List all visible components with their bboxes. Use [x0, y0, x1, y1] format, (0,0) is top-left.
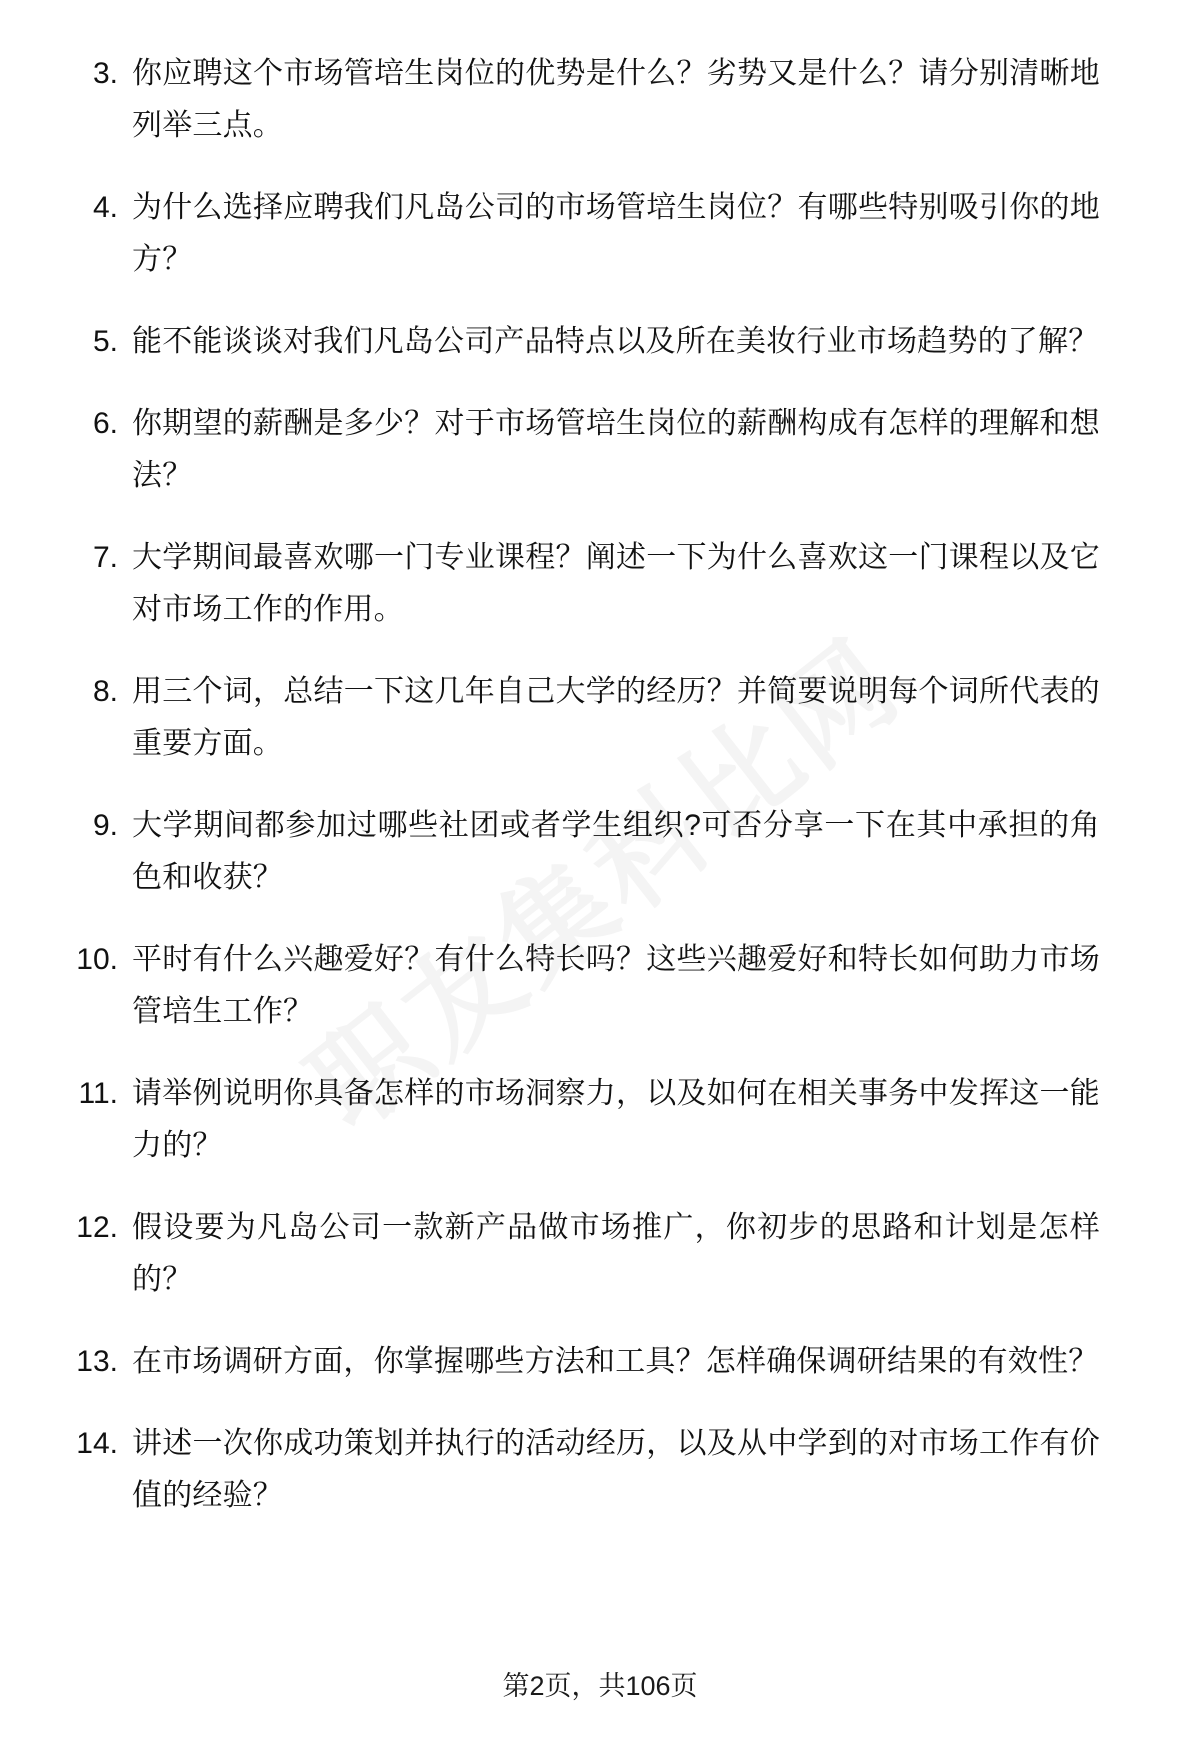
- list-item-number: 9.: [92, 809, 118, 842]
- list-item: [60, 316, 1100, 368]
- list-item: [60, 398, 1100, 502]
- list-item: [60, 532, 1100, 636]
- list-item: [60, 1418, 1100, 1522]
- list-item-text: 请举例说明你具备怎样的市场洞察力，以及如何在相关事务中发挥这一能力的？: [132, 1077, 1100, 1162]
- list-item-text: 在市场调研方面，你掌握哪些方法和工具？怎样确保调研结果的有效性？: [132, 1345, 1099, 1378]
- list-item-number: 4.: [92, 191, 118, 224]
- list-item: [60, 1068, 1100, 1172]
- list-item-number: 14.: [76, 1427, 118, 1460]
- list-item-text: 讲述一次你成功策划并执行的活动经历，以及从中学到的对市场工作有价值的经验？: [132, 1427, 1100, 1512]
- list-item-number: 8.: [92, 675, 118, 708]
- list-item-text: 大学期间最喜欢哪一门专业课程？阐述一下为什么喜欢这一门课程以及它对市场工作的作用。: [132, 541, 1100, 626]
- list-item-text: 为什么选择应聘我们凡岛公司的市场管培生岗位？有哪些特别吸引你的地方？: [132, 191, 1100, 276]
- list-item-text: 能不能谈谈对我们凡岛公司产品特点以及所在美妆行业市场趋势的了解？: [132, 325, 1099, 358]
- list-item-text: 你应聘这个市场管培生岗位的优势是什么？劣势又是什么？请分别清晰地列举三点。: [132, 57, 1100, 142]
- list-item-number: 10.: [76, 943, 118, 976]
- list-item-text: 你期望的薪酬是多少？对于市场管培生岗位的薪酬构成有怎样的理解和想法？: [132, 407, 1100, 492]
- list-item-text: 假设要为凡岛公司一款新产品做市场推广，你初步的思路和计划是怎样的？: [132, 1211, 1100, 1296]
- list-item: [60, 1336, 1100, 1388]
- list-item: [60, 182, 1100, 286]
- list-item-text: 用三个词，总结一下这几年自己大学的经历？并简要说明每个词所代表的重要方面。: [132, 675, 1100, 760]
- list-item-number: 5.: [92, 325, 118, 358]
- page-footer: 第2页，共106页: [502, 1671, 698, 1701]
- list-item: [60, 48, 1100, 152]
- list-item: [60, 800, 1100, 904]
- question-list: [60, 48, 1100, 1522]
- list-item-number: 12.: [76, 1211, 118, 1244]
- list-item-number: 3.: [92, 57, 118, 90]
- list-item-number: 7.: [92, 541, 118, 574]
- list-item-text: 平时有什么兴趣爱好？有什么特长吗？这些兴趣爱好和特长如何助力市场管培生工作？: [132, 943, 1100, 1028]
- list-item: [60, 666, 1100, 770]
- list-item: [60, 1202, 1100, 1306]
- list-item-number: 13.: [76, 1345, 118, 1378]
- list-item-number: 6.: [92, 407, 118, 440]
- list-item-text: 大学期间都参加过哪些社团或者学生组织?可否分享一下在其中承担的角色和收获？: [132, 809, 1100, 894]
- list-item: [60, 934, 1100, 1038]
- list-item-number: 11.: [78, 1077, 118, 1110]
